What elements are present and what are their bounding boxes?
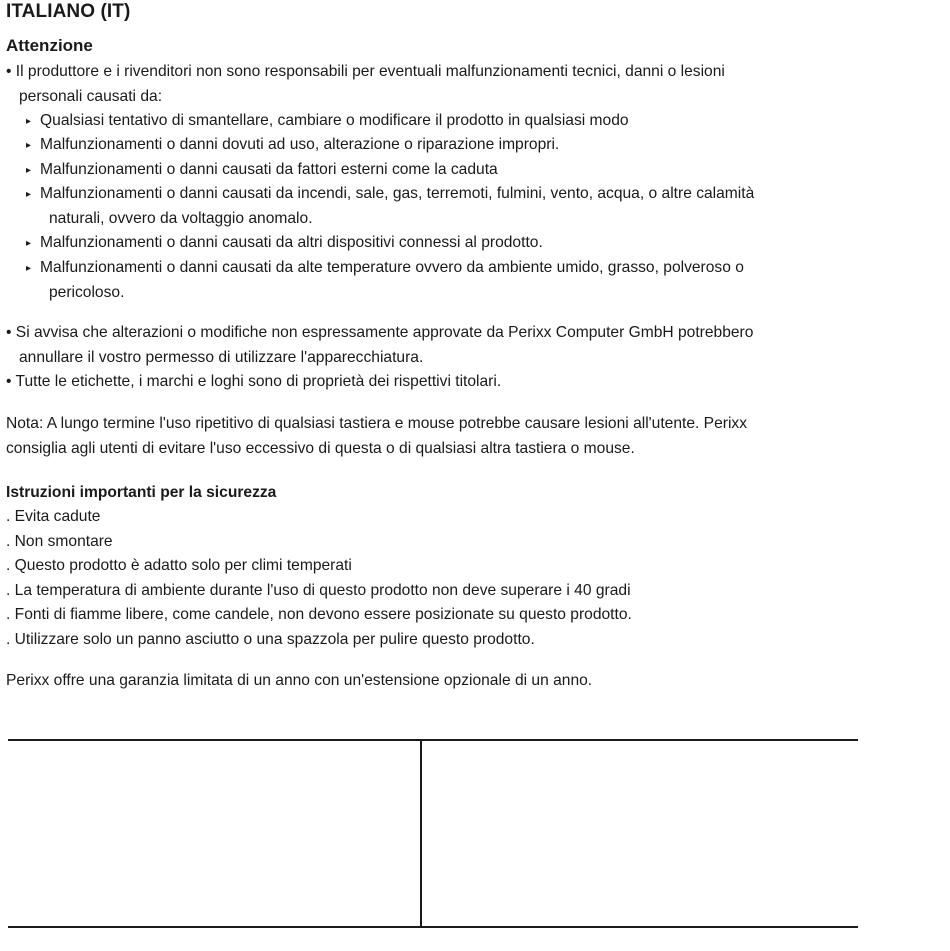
notice-bullet-line1: • Si avvisa che alterazioni o modifiche non espressamente approvate da Perixx Computer GmbH potrebbero: [6, 324, 754, 341]
safety-item: . La temperatura di ambiente durante l'uso di questo prodotto non deve superare i 40 gradi: [6, 582, 631, 599]
safety-heading: Istruzioni importanti per la sicurezza: [6, 484, 277, 501]
note-line1: Nota: A lungo termine l'uso ripetitivo di qualsiasi tastiera e mouse potrebbe causare lesioni all'utente. Perixx: [6, 415, 747, 432]
safety-item: . Evita cadute: [6, 508, 101, 525]
sub-bullet-item: ▸ Malfunzionamenti o danni causati da fattori esterni come la caduta: [26, 160, 498, 182]
safety-item: . Questo prodotto è adatto solo per climi temperati: [6, 557, 352, 574]
table-column-divider: [420, 740, 422, 928]
sub-bullet-item: ▸ Qualsiasi tentativo di smantellare, cambiare o modificare il prodotto in qualsiasi modo: [26, 111, 629, 133]
trademark-bullet: • Tutte le etichette, i marchi e loghi sono di proprietà dei rispettivi titolari.: [6, 373, 502, 390]
warranty-text: Perixx offre una garanzia limitata di un anno con un'estensione opzionale di un anno.: [6, 672, 593, 689]
triangle-bullet-icon: ▸: [26, 116, 32, 127]
table-bottom-border: [8, 926, 858, 928]
section-heading-attenzione: Attenzione: [6, 36, 93, 55]
triangle-bullet-icon: ▸: [26, 165, 32, 176]
page-title: ITALIANO (IT): [6, 1, 131, 22]
triangle-bullet-icon: ▸: [26, 189, 32, 200]
safety-item: . Fonti di fiamme libere, come candele, non devono essere posizionate su questo prodotto.: [6, 606, 632, 623]
triangle-bullet-icon: ▸: [26, 263, 32, 274]
triangle-bullet-icon: ▸: [26, 140, 32, 151]
intro-bullet-line1: • Il produttore e i rivenditori non sono responsabili per eventuali malfunzionamenti tecnici, danni o lesioni: [6, 63, 725, 80]
safety-item: . Utilizzare solo un panno asciutto o una spazzola per pulire questo prodotto.: [6, 631, 535, 648]
triangle-bullet-icon: ▸: [26, 238, 32, 249]
sub-bullet-item: ▸ Malfunzionamenti o danni dovuti ad uso, alterazione o riparazione impropri.: [26, 135, 559, 157]
sub-bullet-item: ▸ Malfunzionamenti o danni causati da altri dispositivi connessi al prodotto.: [26, 233, 543, 255]
intro-bullet-line2: personali causati da:: [19, 88, 163, 105]
sub-bullet-item: ▸ Malfunzionamenti o danni causati da alte temperature ovvero da ambiente umido, grasso, polveroso o: [26, 258, 744, 280]
safety-item: . Non smontare: [6, 533, 113, 550]
table-top-border: [8, 739, 858, 741]
notice-bullet-line2: annullare il vostro permesso di utilizzare l'apparecchiatura.: [19, 349, 424, 366]
sub-bullet-continuation: naturali, ovvero da voltaggio anomalo.: [49, 210, 313, 227]
note-line2: consiglia agli utenti di evitare l'uso eccessivo di questa o di qualsiasi altra tastiera o mouse.: [6, 440, 635, 457]
sub-bullet-item: ▸ Malfunzionamenti o danni causati da incendi, sale, gas, terremoti, fulmini, vento, acqua, o altre calamità: [26, 184, 754, 206]
sub-bullet-continuation: pericoloso.: [49, 284, 125, 301]
